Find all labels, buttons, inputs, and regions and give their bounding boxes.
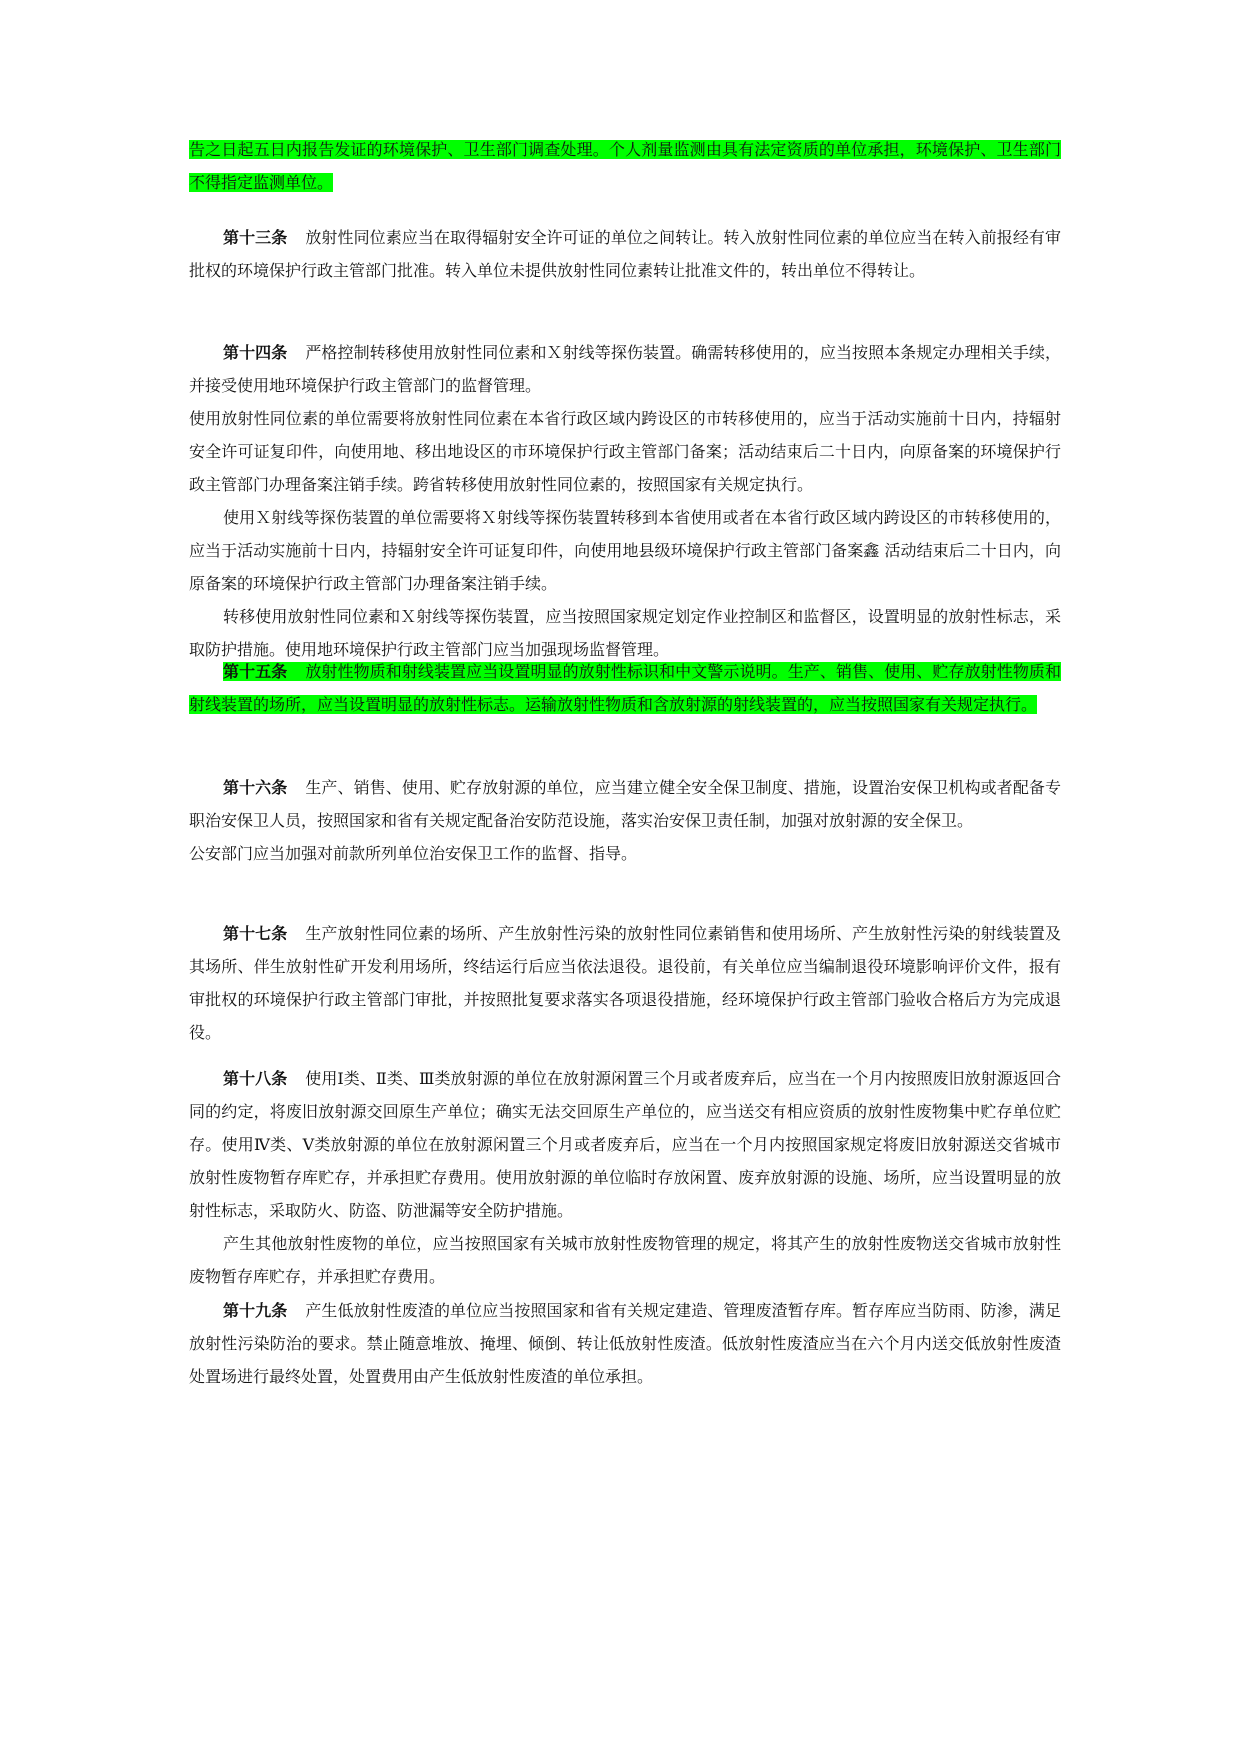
paragraph-text: 放射性同位素应当在取得辐射安全许可证的单位之间转让。转入放射性同位素的单位应当在转入前报经有审批权的环境保护行政主管部门批准。转入单位未提供放射性同位素转让批准文件的，转出单位不得转让。 <box>189 228 1061 280</box>
paragraph <box>189 771 1061 837</box>
article-number: 第十四条 <box>223 343 288 362</box>
paragraph <box>189 655 1061 721</box>
paragraph-text: 生产放射性同位素的场所、产生放射性污染的放射性同位素销售和使用场所、产生放射性污染的射线装置及其场所、伴生放射性矿开发利用场所，终结运行后应当依法退役。退役前，有关单位应当编制退役环境影响评价文件，报有审批权的环境保护行政主管部门审批，并按照批复要求落实各项退役措施，经环境保护行政主管部门验收合格后方为完成退役。 <box>189 924 1061 1042</box>
paragraph <box>189 917 1061 1049</box>
paragraph <box>189 1294 1061 1393</box>
article-number: 第十八条 <box>223 1069 288 1088</box>
paragraph-text: 放射性物质和射线装置应当设置明显的放射性标识和中文警示说明。生产、销售、使用、贮存放射性物质和射线装置的场所，应当设置明显的放射性标志。运输放射性物质和含放射源的射线装置的，应当按照国家有关规定执行。 <box>189 662 1061 714</box>
paragraph-text: 使用Ⅰ类、Ⅱ类、Ⅲ类放射源的单位在放射源闲置三个月或者废弃后，应当在一个月内按照废旧放射源返回合同的约定，将废旧放射源交回原生产单位；确实无法交回原生产单位的，应当送交有相应资质的放射性废物集中贮存单位贮存。使用Ⅳ类、Ⅴ类放射源的单位在放射源闲置三个月或者废弃后，应当在一个月内按照国家规定将废旧放射源送交省城市放射性废物暂存库贮存，并承担贮存费用。使用放射源的单位临时存放闲置、废弃放射源的设施、场所，应当设置明显的放射性标志，采取防火、防盗、防泄漏等安全防护措施。 <box>189 1069 1061 1220</box>
article-number: 第十七条 <box>223 924 288 943</box>
highlighted-text: 告之日起五日内报告发证的环境保护、卫生部门调查处理。个人剂量监测由具有法定资质的单位承担，环境保护、卫生部门不得指定监测单位。 <box>189 140 1061 192</box>
article-number: 第十五条 <box>223 662 288 681</box>
paragraph: 使用放射性同位素的单位需要将放射性同位素在本省行政区域内跨设区的市转移使用的，应当于活动实施前十日内，持辐射安全许可证复印件，向使用地、移出地设区的市环境保护行政主管部门备案；活动结束后二十日内，向原备案的环境保护行政主管部门办理备案注销手续。跨省转移使用放射性同位素的，按照国家有关规定执行。 <box>189 409 1061 494</box>
article-12-continuation <box>189 133 1061 199</box>
article-17 <box>189 917 1061 1049</box>
article-13 <box>189 221 1061 287</box>
article-number: 第十九条 <box>223 1301 288 1320</box>
paragraph <box>189 336 1061 402</box>
article-15 <box>189 655 1061 721</box>
paragraph-text: 严格控制转移使用放射性同位素和Ｘ射线等探伤装置。确需转移使用的，应当按照本条规定办理相关手续，并接受使用地环境保护行政主管部门的监督管理。 <box>189 343 1061 395</box>
article-number: 第十六条 <box>223 778 288 797</box>
paragraph-text: 产生低放射性废渣的单位应当按照国家和省有关规定建造、管理废渣暂存库。暂存库应当防雨、防渗，满足放射性污染防治的要求。禁止随意堆放、掩埋、倾倒、转让低放射性废渣。低放射性废渣应当在六个月内送交低放射性废渣处置场进行最终处置，处置费用由产生低放射性废渣的单位承担。 <box>189 1301 1061 1386</box>
paragraph <box>189 1062 1061 1227</box>
paragraph <box>189 221 1061 287</box>
article-14 <box>189 336 1061 666</box>
paragraph: 公安部门应当加强对前款所列单位治安保卫工作的监督、指导。 <box>189 844 638 863</box>
paragraph: 转移使用放射性同位素和Ｘ射线等探伤装置，应当按照国家规定划定作业控制区和监督区，设置明显的放射性标志，采取防护措施。使用地环境保护行政主管部门应当加强现场监督管理。 <box>189 607 1061 659</box>
article-18 <box>189 1062 1061 1293</box>
article-number: 第十三条 <box>223 228 288 247</box>
paragraph: 使用Ｘ射线等探伤装置的单位需要将Ｘ射线等探伤装置转移到本省使用或者在本省行政区域内跨设区的市转移使用的，应当于活动实施前十日内，持辐射安全许可证复印件，向使用地县级环境保护行政主管部门备案鑫 活动结束后二十日内，向原备案的环境保护行政主管部门办理备案注销手续。 <box>189 508 1061 593</box>
highlighted-text <box>189 662 1061 714</box>
article-19 <box>189 1294 1061 1393</box>
paragraph: 产生其他放射性废物的单位，应当按照国家有关城市放射性废物管理的规定，将其产生的放射性废物送交省城市放射性废物暂存库贮存，并承担贮存费用。 <box>189 1234 1061 1286</box>
paragraph-text: 生产、销售、使用、贮存放射源的单位，应当建立健全安全保卫制度、措施，设置治安保卫机构或者配备专职治安保卫人员，按照国家和省有关规定配备治安防范设施，落实治安保卫责任制，加强对放射源的安全保卫。 <box>189 778 1061 830</box>
paragraph <box>189 133 1061 199</box>
article-16 <box>189 771 1061 870</box>
